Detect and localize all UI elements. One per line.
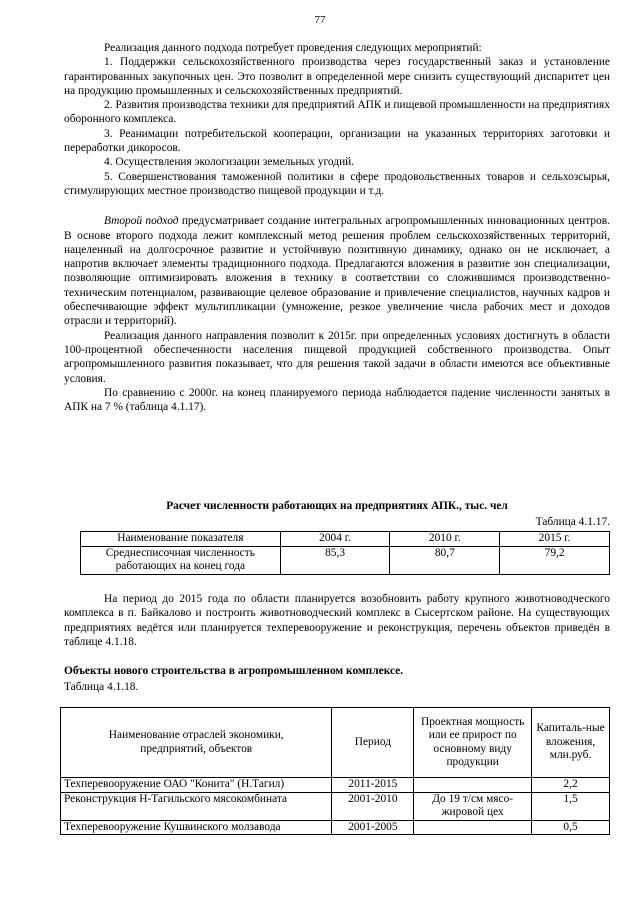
table1-title: Расчет численности работающих на предприятиях АПК., тыс. чел bbox=[166, 500, 508, 512]
table-cell: 2001-2010 bbox=[332, 792, 414, 820]
table-cell: 2011-2015 bbox=[332, 778, 414, 793]
paragraph-2000: По сравнению с 2000г. на конец планируемого периода наблюдается падение численности занятых в АПК на 7 % (таблица 4.1.17). bbox=[64, 386, 610, 414]
table2 bbox=[60, 707, 610, 835]
table-cell: Техперевооружение ОАО "Конита" (Н.Тагил) bbox=[61, 778, 332, 793]
second-approach-lead: Второй подход bbox=[104, 215, 179, 228]
table-cell: 2,2 bbox=[532, 778, 610, 793]
measure-item: 2. Развития производства техники для предприятий АПК и пищевой промышленности на предприятиях оборонного комплекса. bbox=[64, 99, 610, 126]
table2-caption: Таблица 4.1.18. bbox=[64, 681, 139, 693]
main-text bbox=[64, 41, 610, 414]
paragraph-2015: Реализация данного направления позволит к 2015г. при определенных условиях достигнуть в области 100-процентной обеспеченности населения пищевой продукцией собственного производства. Опыт агропромышленного развития показывает, что для решения такой задачи в области имеются все объективные условия. bbox=[64, 329, 610, 385]
table-cell: До 19 т/см мясо-жировой цех bbox=[414, 792, 532, 820]
second-approach-text: предусматривает создание интегральных агропромышленных инновационных центров. В основе второго подхода лежит комплексный метод решения проблем сельскохозяйственных территорий, нацеленный на долгосрочное развитие и устойчивую позитивную динамику, однако он не исключает, а напротив включает элементы традиционного подхода. Предлагаются вложения в развитие зон специализации, позволяющие оптимизировать вложения в технику в соответствии со сложившимся производственно-техническим потенциалом, развивающие целевое образование и привлечение специалистов, научных кадров и обеспечивающие эффект мультипликации (умножение, резкое увеличение числа рабочих мест и доходов отрасли и территорий). bbox=[64, 215, 610, 328]
table2-title: Объекты нового строительства в агропромышленном комплексе. bbox=[64, 665, 404, 677]
measure-item: 1. Поддержки сельскохозяйственного производства через государственный заказ и установление гарантированных закупочных цен. Это позволит в определенной мере снизить существующий диспаритет цен на продукцию промышленных и сельскохозяйственных предприятий. bbox=[64, 56, 610, 97]
measure-item: 4. Осуществления экологизации земельных угодий. bbox=[104, 156, 355, 169]
table-cell: 1,5 bbox=[532, 792, 610, 820]
table-row bbox=[61, 792, 610, 820]
table-header-cell: Период bbox=[332, 708, 414, 778]
page-number: 77 bbox=[314, 14, 326, 26]
measure-item: 5. Совершенствования таможенной политики в сфере продовольственных товаров и сельхозсырья, стимулирующих местное производство пищевой продукции и т.д. bbox=[64, 170, 610, 197]
table-cell: Техперевооружение Кушвинского молзавода bbox=[61, 820, 332, 835]
livestock-text bbox=[64, 592, 610, 649]
table1 bbox=[80, 531, 610, 575]
table-header-cell: 2015 г. bbox=[500, 532, 610, 547]
table-header-cell: Проектная мощность или ее прирост по основному виду продукции bbox=[414, 708, 532, 778]
table-header-row bbox=[61, 708, 610, 778]
table-cell: Среднесписочная численность работающих на конец года bbox=[81, 546, 281, 574]
table-header-cell: Капиталь-ные вложения, млн.руб. bbox=[532, 708, 610, 778]
table-cell: Реконструкция Н-Тагильского мясокомбината bbox=[61, 792, 332, 820]
table-header-cell: Наименование отраслей экономики, предприятий, объектов bbox=[61, 708, 332, 778]
second-approach-paragraph bbox=[64, 214, 610, 328]
table-row bbox=[61, 820, 610, 835]
table-row bbox=[61, 778, 610, 793]
table-header-row bbox=[81, 532, 610, 547]
table-header-cell: 2004 г. bbox=[280, 532, 390, 547]
livestock-paragraph: На период до 2015 года по области планируется возобновить работу крупного животноводческого комплекса в п. Байкалово и построить животноводческий комплекс в Сысертском районе. На существующих предприятиях ведётся или планируется техперевооружение и реконструкция, перечень объектов приведён в таблице 4.1.18. bbox=[64, 593, 610, 648]
table-cell: 2001-2005 bbox=[332, 820, 414, 835]
table-cell: 85,3 bbox=[280, 546, 390, 574]
table-cell: 0,5 bbox=[532, 820, 610, 835]
table1-caption: Таблица 4.1.17. bbox=[535, 516, 610, 528]
table-header-cell: Наименование показателя bbox=[81, 532, 281, 547]
table-row bbox=[81, 546, 610, 574]
table-cell bbox=[414, 778, 532, 793]
table-cell: 79,2 bbox=[500, 546, 610, 574]
intro-paragraph: Реализация данного подхода потребует проведения следующих мероприятий: bbox=[104, 42, 482, 54]
measure-item: 3. Реанимации потребительской кооперации, организации на указанных территориях заготовки и переработки дикоросов. bbox=[64, 127, 610, 155]
table-cell: 80,7 bbox=[390, 546, 500, 574]
table-cell bbox=[414, 820, 532, 835]
table-header-cell: 2010 г. bbox=[390, 532, 500, 547]
